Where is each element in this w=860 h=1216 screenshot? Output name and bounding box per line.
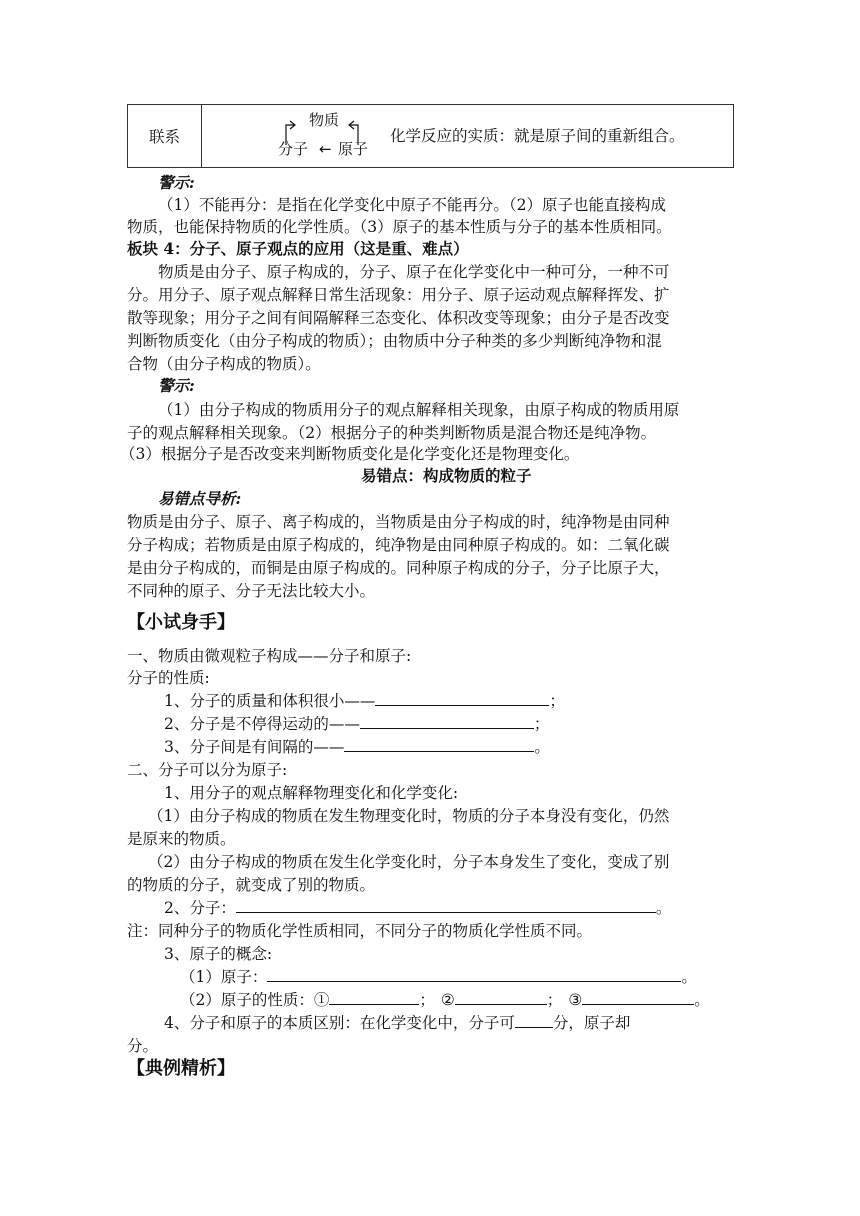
block4-line: 物质是由分子、原子构成的，分子、原子在化学变化中一种可分，一种不可 [158,263,670,281]
question-3a-end: 。 [681,968,697,986]
question-3b [180,989,710,1011]
warning2-line: （1）由分子构成的物质用分子的观点解释相关现象，由原子构成的物质用原 [158,401,680,419]
diagram-right-label: 原子 [338,140,369,158]
question-3a-text: （1）原子： [180,968,268,986]
error-line: 物质是由分子、原子、离子构成的，当物质是由分子构成的时，纯净物是由同种 [127,513,670,531]
practice-part2: 二、分子可以分为原子: [127,761,288,779]
question-1a-line: 是原来的物质。 [127,830,236,848]
question-3b-text: （2）原子的性质：① [180,991,330,1009]
separator: ； [546,991,563,1009]
property-text: 1、分子的质量和体积很小—— [164,692,376,710]
question-1: 1、用分子的观点解释物理变化和化学变化: [164,784,459,802]
property-item [164,690,565,712]
question-4-text: 4、分子和原子的本质区别：在化学变化中，分子可 [164,1014,515,1032]
item-number: ③ [568,991,583,1009]
question-4-text: 分，原子却 [552,1014,631,1032]
block4-line: 散等现象；用分子之间有间隔解释三态变化、体积改变等现象；由分子是否改变 [127,309,670,327]
error-analysis-title: 易错点导析: [158,489,242,508]
separator: ； [419,991,435,1009]
warning1-title: 警示: [158,173,195,192]
question-3: 3、原子的概念: [164,945,273,963]
property-end: ； [533,715,550,733]
property-text: 3、分子间是有间隔的—— [164,738,345,756]
diagram-arrow: ← [319,140,332,158]
answer-blank[interactable] [344,736,534,752]
warning1-line: （1）不能再分：是指在化学变化中原子不能再分。（2）原子也能直接构成 [158,196,666,214]
question-2-end: 。 [655,899,672,917]
warning2-line: （3）根据分子是否改变来判断物质变化是化学变化还是物理变化。 [120,445,580,463]
answer-blank[interactable] [360,713,534,729]
item-number: ② [440,991,455,1009]
practice-heading: 【小试身手】 [127,612,235,633]
warning2-title: 警示: [158,376,195,395]
relation-text: 化学反应的实质：就是原子间的重新组合。 [390,127,685,145]
question-1b-line: （2）由分子构成的物质在发生化学变化时，分子本身发生了变化，变成了别 [148,853,670,871]
diagram-left-label: 分子 [278,140,309,158]
property-item [164,736,550,758]
question-3a [180,966,697,988]
block4-line: 分。用分子、原子观点解释日常生活现象：用分子、原子运动观点解释挥发、扩 [127,286,670,304]
relation-table [127,104,734,168]
note: 注：同种分子的物质化学性质相同，不同分子的物质化学性质不同。 [127,922,593,940]
property-end: ； [549,692,565,710]
error-point-title: 易错点：构成物质的粒子 [361,466,532,485]
warning2-line: 子的观点解释相关现象。（2）根据分子的种类判断物质是混合物还是纯净物。 [127,424,657,442]
answer-blank[interactable] [267,966,681,982]
question-4-line2: 分。 [127,1037,159,1055]
block4-line: 合物（由分子构成的物质）。 [127,355,321,373]
relation-content-cell [202,105,734,168]
property-end: 。 [534,738,550,756]
diagram-top-label: 物质 [309,111,340,129]
error-line: 分子构成；若物质是由原子构成的，纯净物是由同种原子构成的。如：二氧化碳 [127,536,670,554]
block4-heading: 板块 4：分子、原子观点的应用（这是重、难点） [127,239,469,258]
property-text: 2、分子是不停得运动的—— [164,715,360,733]
question-1a-line: （1）由分子构成的物质在发生物理变化时，物质的分子本身没有变化，仍然 [148,807,670,825]
answer-blank[interactable] [582,989,694,1005]
question-3b-end: 。 [694,991,710,1009]
examples-heading: 【典例精析】 [127,1058,235,1079]
answer-blank[interactable] [515,1012,553,1028]
error-line: 不同种的原子、分子无法比较大小。 [127,582,376,600]
practice-part1: 一、物质由微观粒子构成——分子和原子: [127,647,412,665]
property-item [164,713,549,735]
answer-blank[interactable] [329,989,419,1005]
question-1b-line: 的物质的分子，就变成了别的物质。 [127,876,376,894]
warning1-line: 物质，也能保持物质的化学性质。（3）原子的基本性质与分子的基本性质相同。 [127,218,672,236]
error-line: 是由分子构成的，而铜是由原子构成的。同种原子构成的分子，分子比原子大， [127,559,670,577]
question-4 [164,1012,630,1034]
block4-line: 判断物质变化（由分子构成的物质）；由物质中分子种类的多少判断纯净物和混 [127,332,662,350]
relation-label: 联系 [148,128,180,146]
answer-blank[interactable] [375,690,549,706]
relation-label-cell [128,105,202,168]
answer-blank[interactable] [236,897,656,913]
question-2-text: 2、分子： [164,899,236,917]
answer-blank[interactable] [455,989,547,1005]
question-2 [164,897,671,919]
properties-title: 分子的性质: [127,669,210,687]
